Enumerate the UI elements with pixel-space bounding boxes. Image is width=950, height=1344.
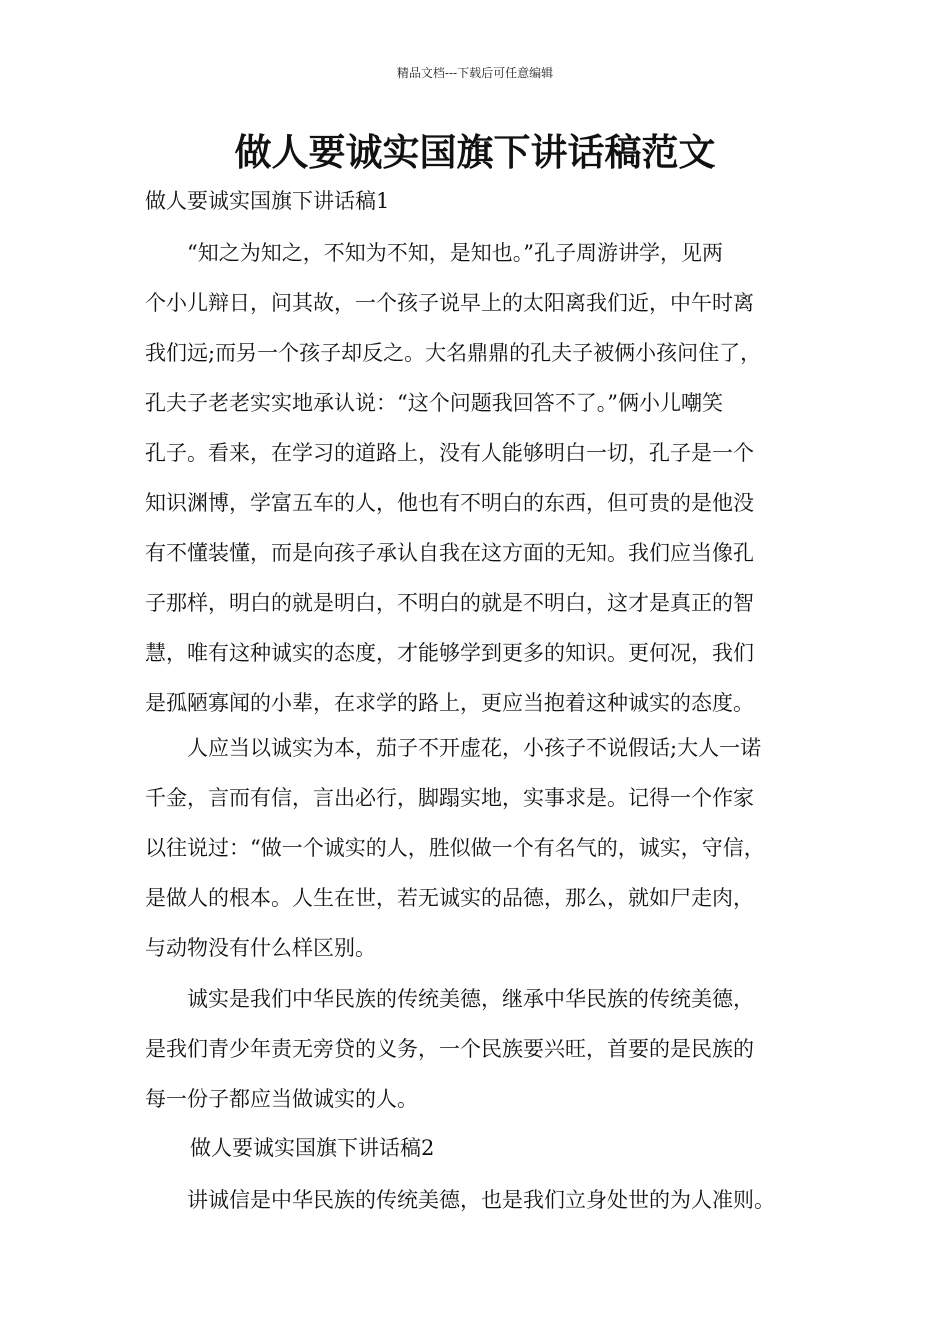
paragraph-4: 讲诚信是中华民族的传统美德，也是我们立身处世的为人准则。 — [145, 1188, 775, 1212]
section-2-heading: 做人要诚实国旗下讲话稿2 — [190, 1136, 435, 1160]
paragraph-2: 人应当以诚实为本，茄子不开虚花，小孩子不说假话;大人一诺 千金，言而有信，言出必行，脚蹋实地，实事求是。记得一个作家 以往说过：“做一个诚实的人，胜似做一个有名气的，诚实，守信， 是做人的根本。人生在世，若无诚实的品德，那么，就如尸走肉， 与动物没有什么样区别。 — [145, 736, 765, 960]
page-header-note: 精品文档---下载后可任意编辑 — [396, 66, 554, 80]
paragraph-3: 诚实是我们中华民族的传统美德，继承中华民族的传统美德， 是我们青少年责无旁贷的义务，一个民族要兴旺，首要的是民族的 每一份子都应当做诚实的人。 — [145, 987, 754, 1111]
document-title: 做人要诚实国旗下讲话稿范文 — [234, 131, 716, 174]
section-1-heading: 做人要诚实国旗下讲话稿1 — [145, 189, 390, 213]
paragraph-1: “知之为知之，不知为不知，是知也。”孔子周游讲学，见两 个小儿辩日，问其故，一个孩子说早上的太阳离我们近，中午时离 我们远;而另一个孩子却反之。大名鼎鼎的孔夫子被俩小孩问住了， 孔夫子老老实实地承认说：“这个问题我回答不了。”俩小儿嘲笑 孔子。看来，在学习的道路上，没有人能够明白一切，孔子是一个 知识渊博，学富五车的人，他也有不明白的东西，但可贵的是他没 有不懂装懂，而是向孩子承认自我在这方面的无知。我们应当像孔 子那样，明白的就是明白，不明白的就是不明白，这才是真正的智 慧，唯有这种诚实的态度，才能够学到更多的知识。更何况，我们 是孤陋寡闻的小辈，在求学的路上，更应当抱着这种诚实的态度。 — [145, 241, 762, 715]
